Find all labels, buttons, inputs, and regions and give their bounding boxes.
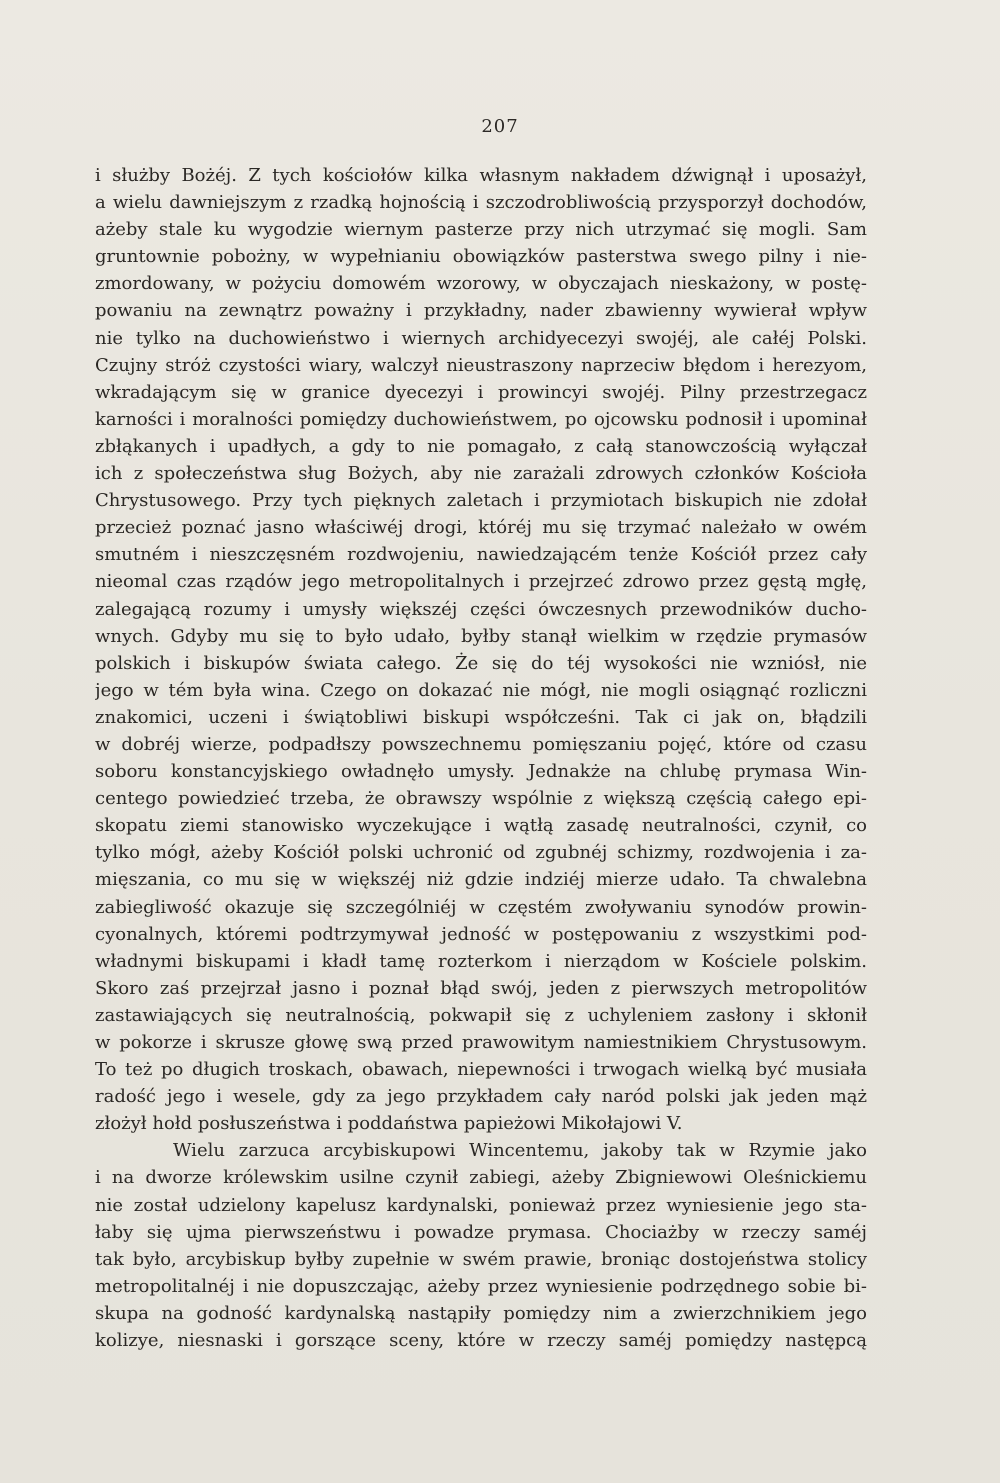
text-line: zabiegliwość okazuje się szczególniéj w częstém zwoływaniu synodów prowin-	[95, 896, 867, 918]
text-line: powaniu na zewnątrz poważny i przykładny, nader zbawienny wywierał wpływ	[95, 300, 867, 322]
text-line: zbłąkanych i upadłych, a gdy to nie pomagało, z całą stanowczością wyłączał	[95, 435, 867, 457]
text-line: radość jego i wesele, gdy za jego przykładem cały naród polski jak jeden mąż	[95, 1086, 867, 1108]
text-line: nie tylko na duchowieństwo i wiernych archidyecezyi swojéj, ale całéj Polski.	[95, 327, 867, 349]
text-line: To też po długich troskach, obawach, niepewności i trwogach wielką być musiała	[95, 1059, 867, 1081]
text-line: złożył hołd posłuszeństwa i poddaństwa papieżowi Mikołajowi V.	[95, 1113, 683, 1135]
text-line: nieomal czas rządów jego metropolitalnych i przejrzeć zdrowo przez gęstą mgłę,	[95, 571, 867, 593]
text-line: łaby się ujma pierwszeństwu i powadze prymasa. Chociażby w rzeczy saméj	[95, 1221, 867, 1243]
text-line: Chrystusowego. Przy tych pięknych zaletach i przymiotach biskupich nie zdołał	[95, 490, 867, 512]
page-number: 207	[481, 116, 519, 137]
text-line: przecież poznać jasno właściwéj drogi, któréj mu się trzymać należało w owém	[95, 517, 867, 539]
text-line: ich z społeczeństwa sług Bożych, aby nie zarażali zdrowych członków Kościoła	[95, 463, 867, 485]
text-line: soboru konstancyjskiego owładnęło umysły. Jednakże na chlubę prymasa Win-	[95, 761, 867, 783]
text-line: polskich i biskupów świata całego. Że się do téj wysokości nie wzniósł, nie	[95, 652, 867, 674]
text-line: tak było, arcybiskup byłby zupełnie w swém prawie, broniąc dostojeństwa stolicy	[95, 1248, 867, 1270]
text-line: centego powiedzieć trzeba, że obrawszy wspólnie z większą częścią całego epi-	[95, 788, 867, 810]
text-line: ażeby stale ku wygodzie wiernym pasterze przy nich utrzymać się mogli. Sam	[95, 219, 867, 241]
text-line: i służby Bożéj. Z tych kościołów kilka własnym nakładem dźwignął i uposażył,	[95, 165, 867, 186]
text-line: i na dworze królewskim usilne czynił zabiegi, ażeby Zbigniewowi Oleśnickiemu	[95, 1167, 867, 1189]
text-line: a wielu dawniejszym z rzadką hojnością i szczodrobliwością przysporzył dochodów,	[95, 192, 867, 214]
text-line: gruntownie pobożny, w wypełnianiu obowiązków pasterstwa swego pilny i nie-	[95, 246, 867, 268]
text-line: zastawiających się neutralnością, pokwapił się z uchyleniem zasłony i skłonił	[95, 1004, 867, 1026]
text-line: skopatu ziemi stanowisko wyczekujące i wątłą zasadę neutralności, czynił, co	[95, 815, 867, 837]
text-line: w dobréj wierze, podpadłszy powszechnemu pomięszaniu pojęć, które od czasu	[95, 733, 867, 755]
text-line: znakomici, uczeni i świątobliwi biskupi współcześni. Tak ci jak on, błądzili	[95, 706, 867, 728]
body-text	[95, 162, 867, 1354]
text-line: kolizye, niesnaski i gorszące sceny, które w rzeczy saméj pomiędzy następcą	[95, 1330, 867, 1352]
text-line: wnych. Gdyby mu się to było udało, byłby stanął wielkim w rzędzie prymasów	[95, 625, 867, 647]
text-line: nie został udzielony kapelusz kardynalski, ponieważ przez wyniesienie jego sta-	[95, 1194, 867, 1216]
text-line: Skoro zaś przejrzał jasno i poznał błąd swój, jeden z pierwszych metropolitów	[95, 977, 867, 999]
text-line: zalegającą rozumy i umysły większéj części ówczesnych przewodników ducho-	[95, 598, 867, 620]
text-line: w pokorze i skrusze głowę swą przed prawowitym namiestnikiem Chrystusowym.	[95, 1032, 867, 1053]
text-line: karności i moralności pomiędzy duchowieństwem, po ojcowsku podnosił i upominał	[95, 408, 867, 430]
text-line: zmordowany, w pożyciu domowém wzorowy, w obyczajach nieskażony, w postę-	[95, 273, 867, 295]
text-line: smutném i nieszczęsném rozdwojeniu, nawiedzającém tenże Kościół przez cały	[95, 544, 867, 566]
text-line: Wielu zarzuca arcybiskupowi Wincentemu, jakoby tak w Rzymie jako	[173, 1140, 867, 1162]
text-line: cyonalnych, któremi podtrzymywał jedność w postępowaniu z wszystkimi pod-	[95, 923, 867, 945]
text-line: wkradającym się w granice dyecezyi i prowincyi swojéj. Pilny przestrzegacz	[95, 381, 867, 403]
text-line: Czujny stróż czystości wiary, walczył nieustraszony naprzeciw błędom i herezyom,	[95, 354, 867, 376]
text-line: władnymi biskupami i kładł tamę rozterkom i nierządom w Kościele polskim.	[95, 950, 867, 972]
text-line: skupa na godność kardynalską nastąpiły pomiędzy nim a zwierzchnikiem jego	[95, 1302, 867, 1324]
text-line: metropolitalnéj i nie dopuszczając, ażeby przez wyniesienie podrzędnego sobie bi-	[95, 1275, 867, 1297]
text-line: mięszania, co mu się w większéj niż gdzie indziéj mierze udało. Ta chwalebna	[95, 869, 867, 891]
text-line: jego w tém była wina. Czego on dokazać nie mógł, nie mogli osiągnąć rozliczni	[95, 679, 867, 701]
text-line: tylko mógł, ażeby Kościół polski uchronić od zgubnéj schizmy, rozdwojenia i za-	[95, 842, 867, 864]
